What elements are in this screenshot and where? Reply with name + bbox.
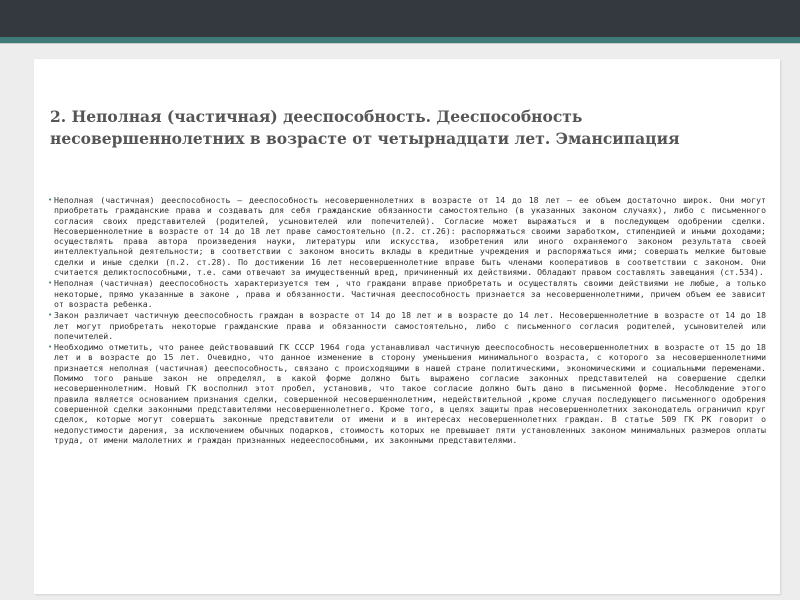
paragraph-text: Неполная (частичная) дееспособность характеризуется тем , что граждани вправе приобретать и осуществлять своими действиями не любые, а только некоторые, прямо указанные в законе , права и обязанности. Частичная дееспособность признается за несовершеннолетними, причем объем ее зависит от возраста ребенка. bbox=[54, 278, 766, 309]
slide-canvas bbox=[34, 59, 780, 594]
paragraph-3 bbox=[48, 310, 766, 341]
paragraph-1 bbox=[48, 195, 766, 277]
bullet-icon: • bbox=[48, 279, 53, 288]
paragraph-4 bbox=[48, 342, 766, 445]
paragraph-2 bbox=[48, 278, 766, 309]
slide-body bbox=[48, 195, 766, 446]
bullet-icon: • bbox=[48, 311, 53, 320]
paragraph-text: Закон различает частичную дееспособность граждан в возрасте от 14 до 18 лет и в возрасте до 14 лет. Несовершеннолетние в возрасте от 14 до 18 лет могут приобретать некоторые гражданские права и обязанности самостоятельно, либо с письменного согласия родителей, усыновителей или попечителей. bbox=[54, 310, 766, 341]
paragraph-text: Необходимо отметить, что ранее действовавший ГК СССР 1964 года устанавливал частичную дееспособность несовершеннолетних в возрасте от 15 до 18 лет и в возрасте до 15 лет. Очевидно, что данное изменение в сторону уменьшения минимального возраста, с которого за несовершеннолетними признается неполная (частичная) дееспособность, связано с происходящими в нашей стране политическими, экономическими и социальными переменами. Помимо того раньше закон не определял, в какой форме должно быть выражено согласие законных представителей на совершение сделки несовершеннолетним. Новый ГК восполнил этот пробел, установив, что такое согласие должно быть дано в письменной форме. Несоблюдение этого правила является основанием признания сделки, совершенной несовершеннолетним, недействительной ,кроме случая последующего письменного одобрения совершенной сделки законными представителями несовершеннолетнего. Кроме того, в целях защиты прав несовершеннолетних законодатель ограничил круг сделок, которые могут совершать законные представители от имени и в интересах несовершеннолетних граждан. В статье 509 ГК РК говорит о недопустимости дарения, за исключением обычных подарков, стоимость которых не превышает пяти установленных законом минимальных размеров оплаты труда, от имени малолетних и граждан признанных недееспособными, их законными представителями. bbox=[54, 342, 766, 445]
paragraph-text: Неполная (частичная) дееспособность – дееспособность несовершеннолетних в возрасте от 14 до 18 лет – ее объем достаточно широк. Они могут приобретать гражданские права и создавать для себя гражданские обязанности самостоятельно (в указанных законом случаях), либо с письменного согласия своих представителей (родителей, усыновителей или попечителей). Согласие может выражаться и в последующем одобрении сделки. Несовершеннолетние в возрасте от 14 до 18 лет праве самостоятельно (п.2. ст.26): распоряжаться своими заработком, стипендией и иными доходами; осуществлять права автора произведения науки, литературы или искусства, изобретения или иного охраняемого законом результата своей интеллектуальной деятельности; в соответствии с законом вносить вклады в кредитные учреждения и распоряжаться ими; совершать мелкие бытовые сделки и иные сделки (п.2. ст.28). По достижении 16 лет несовершеннолетние вправе быть членами кооперативов в соответствии с законом. Они считается деликтоспособными, т.е. сами отвечают за имущественный вред, причиненный их действиями. Обладают правом составлять завещания (ст.534). bbox=[54, 195, 766, 278]
header-bar bbox=[0, 0, 800, 37]
slide-title: 2. Неполная (частичная) дееспособность. Дееспособность несовершеннолетних в возрасте от четырнадцати лет. Эмансипация bbox=[50, 107, 680, 148]
bullet-icon: • bbox=[48, 343, 53, 352]
bullet-icon: • bbox=[48, 196, 53, 204]
divider bbox=[0, 43, 800, 44]
